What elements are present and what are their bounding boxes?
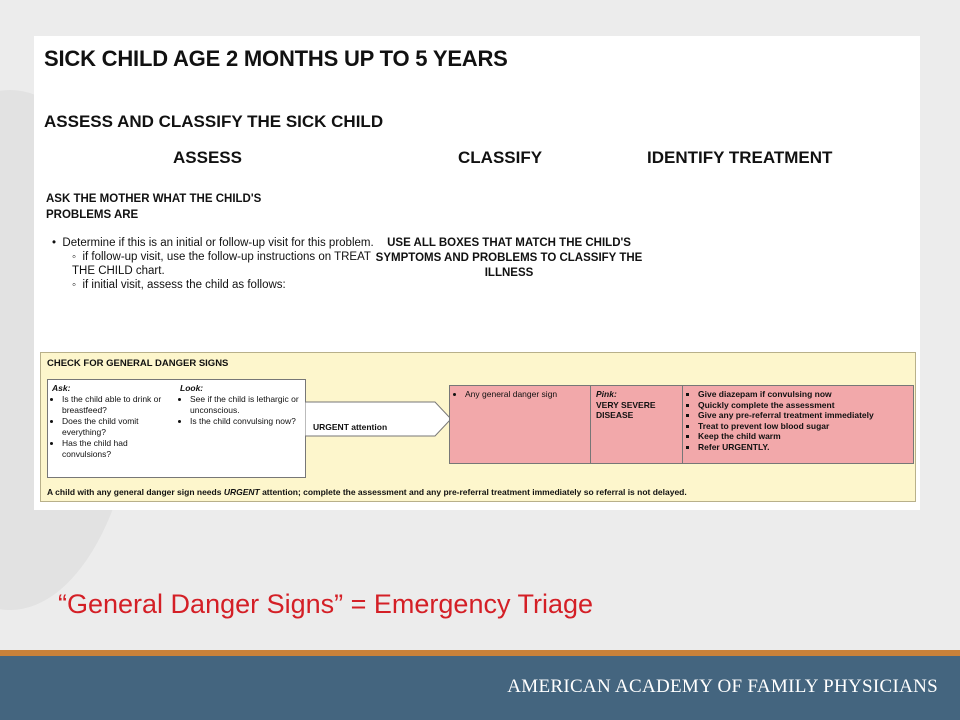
look-label: Look: <box>180 383 204 393</box>
look-item: • See if the child is lethargic or unconscious. <box>190 394 300 416</box>
column-header-identify: IDENTIFY TREATMENT <box>647 148 833 167</box>
treatment-cell <box>683 386 913 463</box>
ask-column <box>52 383 176 460</box>
danger-footer-note: A child with any general danger sign needs URGENT attention; complete the assessment and any pre-referral treatment immediately so referral is not delayed. <box>47 487 687 497</box>
column-header-assess: ASSESS <box>173 148 242 167</box>
ask-item: • Has the child had convulsions? <box>62 438 176 460</box>
treatment-item: ▪ Give any pre-referral treatment immediately <box>698 410 908 421</box>
section-title: ASSESS AND CLASSIFY THE SICK CHILD <box>44 112 384 131</box>
look-column <box>180 383 300 427</box>
bullet-main: • Determine if this is an initial or follow-up visit for this problem. <box>52 237 374 249</box>
column-header-classify: CLASSIFY <box>458 148 543 167</box>
treatment-item: ▪ Quickly complete the assessment <box>698 400 908 411</box>
chart-image <box>34 36 920 510</box>
look-item: • Is the child convulsing now? <box>190 416 300 427</box>
class-label: Pink: <box>596 389 617 399</box>
ask-look-box <box>47 379 306 478</box>
classification-cell <box>591 386 683 463</box>
classification-row <box>449 385 914 464</box>
treatment-item: ▪ Keep the child warm <box>698 431 908 442</box>
treatment-item: ▪ Treat to prevent low blood sugar <box>698 421 908 432</box>
ask-label: Ask: <box>52 383 71 393</box>
organization-name: AMERICAN ACADEMY OF FAMILY PHYSICIANS <box>507 676 938 697</box>
sign-text: • Any general danger sign <box>465 389 585 400</box>
treatment-item: ▪ Refer URGENTLY. <box>698 442 908 453</box>
class-name: VERY SEVERE DISEASE <box>596 399 656 420</box>
page-title: SICK CHILD AGE 2 MONTHS UP TO 5 YEARS <box>44 46 508 71</box>
ask-item: • Does the child vomit everything? <box>62 416 176 438</box>
ask-mother-heading: ASK THE MOTHER WHAT THE CHILD'S PROBLEMS ARE <box>46 193 262 221</box>
urgent-label: URGENT attention <box>313 422 388 432</box>
danger-panel-title: CHECK FOR GENERAL DANGER SIGNS <box>47 358 229 369</box>
classify-instruction: USE ALL BOXES THAT MATCH THE CHILD'S SYMPTOMS AND PROBLEMS TO CLASSIFY THE ILLNESS <box>375 237 643 279</box>
footer-accent-line <box>0 650 960 656</box>
bullet-sub-1: ◦ if follow-up visit, use the follow-up instructions on TREAT THE CHILD chart. <box>72 251 371 277</box>
caption-text: “General Danger Signs” = Emergency Triage <box>58 589 594 619</box>
treatment-item: ▪ Give diazepam if convulsing now <box>698 389 908 400</box>
ask-item: • Is the child able to drink or breastfeed? <box>62 394 176 416</box>
assess-instructions <box>52 236 382 292</box>
sign-cell <box>450 386 591 463</box>
danger-signs-panel <box>40 352 916 502</box>
bullet-sub-2: ◦ if initial visit, assess the child as follows: <box>72 279 286 291</box>
